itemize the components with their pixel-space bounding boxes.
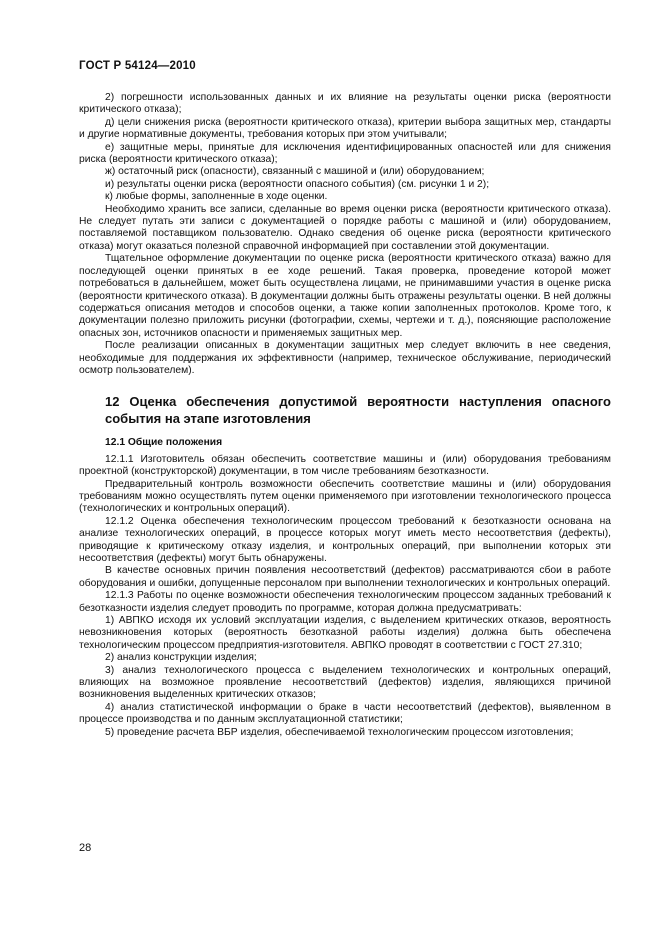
list-item-e: е) защитные меры, принятые для исключения идентифицированных опасностей или для снижения риска (вероятности критического отказа); xyxy=(79,141,611,166)
standard-header: ГОСТ Р 54124—2010 xyxy=(79,60,196,72)
paragraph-records: Необходимо хранить все записи, сделанные во время оценки риска (вероятности критического отказа). Не следует путать эти записи с документацией о порядке работы с машиной и (или) оборудованием, поставляемой поставщиком пользователю. Однако сведения об оценке риска (вероятности критического отказа) могут оказаться полезной справочной информацией при составлении этой документации. xyxy=(79,203,611,252)
list-item-l: 2) погрешности использованных данных и их влияние на результаты оценки риска (вероятности критического отказа); xyxy=(79,92,611,116)
paragraph-main-causes: В качестве основных причин появления несоответствий (дефектов) рассматриваются сбои в работе оборудования и ошибки, допущенные персоналом при выполнении технологических и контрольных операций. xyxy=(79,565,611,589)
list-item-zh: ж) остаточный риск (опасности), связанный с машиной и (или) оборудованием; xyxy=(105,166,485,178)
subsection-title: 12.1 Общие положения xyxy=(105,437,223,449)
clause-12-1-1: 12.1.1 Изготовитель обязан обеспечить соответствие машины и (или) оборудования требованиям проектной (конструкторской) документации, в том числе требованиям безотказности. xyxy=(79,453,611,478)
list-item-d: д) цели снижения риска (вероятности критического отказа), критерии выбора защитных мер, стандарты и другие нормативные документы, требования которых при этом учитывали; xyxy=(79,116,611,141)
program-item-2: 2) анализ конструкции изделия; xyxy=(105,652,257,664)
program-item-3: 3) анализ технологического процесса с выделением технологических и контрольных операций, влияющих на возможное проявление несоответствий (дефектов) изделия, являющихся причиной возникновения выделенных критических отказов; xyxy=(79,664,611,701)
list-item-k: к) любые формы, заполненные в ходе оценки. xyxy=(105,191,328,203)
paragraph-preliminary-control: Предварительный контроль возможности обеспечить соответствие машины и (или) оборудования требованиям можно осуществлять путем оценки применяемого при изготовлении технологического процесса (технологических и контрольных операций). xyxy=(79,478,611,515)
body-text xyxy=(79,92,611,739)
page-number: 28 xyxy=(79,842,92,854)
program-item-1: 1) АВПКО исходя их условий эксплуатации изделия, с выделением критических отказов, вероятность невозникновения которых (вероятность безотказной работы изделия) должна быть обеспечена технологическим процессом предприятия-изготовителя. АВПКО проводят в соответствии с ГОСТ 27.310; xyxy=(79,615,611,651)
paragraph-after-implementation: После реализации описанных в документации защитных мер следует включить в нее сведения, необходимые для поддержания их эффективности (например, техническое обслуживание, периодический осмотр пользователем). xyxy=(79,340,611,376)
program-item-4: 4) анализ статистической информации о браке в части несоответствий (дефектов), выявленном в процессе производства и по данным эксплуатационной статистики; xyxy=(79,701,611,726)
paragraph-documentation: Тщательное оформление документации по оценке риска (вероятности критического отказа) важно для последующей оценки принятых в ее ходе решений. Такая проверка, проведение которой может потребоваться в дальнейшем, может быть осуществлена лицами, не принимавшими участия в оценке риска (вероятности критического отказа). В документации должны быть отражены результаты оценки. В ней должны содержаться описания методов и способов оценки, а также копии заполненных протоколов. Кроме того, к документации полезно приложить рисунки (фотографии, схемы, чертежи и т. д.), поясняющие расположение опасных зон, источников опасности и применяемых защитных мер. xyxy=(79,253,611,339)
section-title: 12 Оценка обеспечения допустимой вероятности наступления опасного события на этапе изготовления xyxy=(105,394,611,427)
program-item-5: 5) проведение расчета ВБР изделия, обеспечиваемой технологическим процессом изготовления; xyxy=(105,726,574,738)
clause-12-1-3: 12.1.3 Работы по оценке возможности обеспечения технологическим процессом заданных требований к безотказности изделия следует проводить по программе, которая должна предусматривать: xyxy=(79,590,611,614)
clause-12-1-2: 12.1.2 Оценка обеспечения технологическим процессом требований к безотказности основана на анализе технологических операций, в процессе которых могут иметь место несоответствия (дефекты), приводящие к критическому отказу изделия, и контрольных операций, при выполнении которых эти несоответствия (дефекты) могут быть обнаружены. xyxy=(79,515,611,564)
list-item-i: и) результаты оценки риска (вероятности опасного события) (см. рисунки 1 и 2); xyxy=(105,178,490,190)
